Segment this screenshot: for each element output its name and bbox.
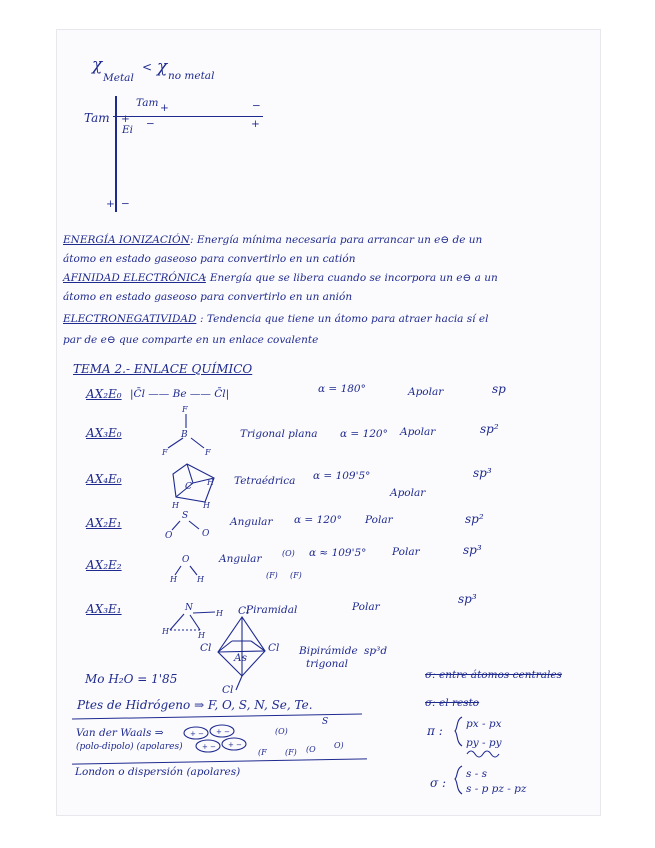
row-4-geometry: Angular xyxy=(230,516,273,528)
bipyramid-ligand-right: Cl xyxy=(268,642,280,654)
row-4-formula: AX₂E₁ xyxy=(86,516,122,530)
af-text-1: : Energía que se libera cuando se incorpora un e⊖ a un xyxy=(203,272,498,284)
row-2-polarity: Apolar xyxy=(400,426,436,438)
row-2-angle: α = 120° xyxy=(340,428,388,440)
ei-text-1: : Energía mínima necesaria para arrancar un e⊖ de un xyxy=(190,234,483,246)
af-text-2: átomo en estado gaseoso para convertirlo en un anión xyxy=(63,291,353,303)
svg-text:F: F xyxy=(205,448,211,457)
tema-title: TEMA 2.- ENLACE QUÍMICO xyxy=(73,362,253,376)
bipyramid-ligand-bottom: Cl xyxy=(222,684,234,696)
tam-top: Tam xyxy=(136,97,159,109)
row-1-hybrid: sp xyxy=(492,382,506,396)
ei-plus-right: + xyxy=(251,118,260,130)
svg-text:+ −: + − xyxy=(216,728,230,736)
svg-text:(O): (O) xyxy=(282,549,295,558)
bf3-sketch xyxy=(161,405,211,457)
svg-text:H: H xyxy=(198,631,205,640)
ei-title: ENERGÍA IONIZACIÓN xyxy=(63,234,190,246)
row-6-hybrid: sp³ xyxy=(458,592,477,606)
svg-text:H: H xyxy=(203,501,210,510)
row-5-polarity: Polar xyxy=(392,546,420,558)
svg-text:(F): (F) xyxy=(290,571,302,580)
sigma-brace xyxy=(455,766,462,794)
tam-left: Tam xyxy=(84,111,110,125)
bipyramid-ligand-left: Cl xyxy=(200,642,212,654)
svg-text:+ −: + − xyxy=(202,743,216,751)
chi-metal-sub: Metal xyxy=(103,72,134,84)
svg-text:O: O xyxy=(202,529,210,539)
h2o-sketch xyxy=(169,555,205,584)
ei-plus: + xyxy=(121,113,130,125)
sigma-2: s - p pz - pz xyxy=(466,783,527,795)
row-6-formula: AX₃E₁ xyxy=(86,602,122,616)
pi-2: py - py xyxy=(466,737,502,749)
row-1-polarity: Apolar xyxy=(408,386,444,398)
row-5-hybrid: sp³ xyxy=(463,543,482,557)
h2o-dipole-sketch xyxy=(266,549,302,580)
row-6-polarity: Polar xyxy=(352,601,380,613)
svg-text:N: N xyxy=(185,603,193,613)
svg-text:B: B xyxy=(181,430,188,440)
hbonds-text: Ptes de Hidrógeno ⇒ F, O, S, N, Se, Te. xyxy=(77,698,313,712)
svg-text:H: H xyxy=(172,501,179,510)
svg-text:S: S xyxy=(182,511,189,521)
london-text: London o dispersión (apolares) xyxy=(75,766,241,778)
svg-text:(O): (O) xyxy=(275,727,288,736)
row-1-molecule: |C̄l —— Be —— C̄l| xyxy=(130,388,230,400)
tam-top-plus: + xyxy=(160,102,169,114)
en-title: ELECTRONEGATIVIDAD xyxy=(63,313,197,325)
scribble xyxy=(467,751,499,757)
dipole-text: Mo H₂O = 1'85 xyxy=(85,672,178,686)
row-1-formula: AX₂E₀ xyxy=(86,387,122,401)
row-6-geometry: Piramidal xyxy=(246,604,298,616)
svg-text:+ −: + − xyxy=(228,741,242,749)
less-than: < xyxy=(142,60,153,74)
row-5-geometry: Angular xyxy=(219,553,262,565)
ch4-sketch xyxy=(171,464,215,510)
bipyramid-label-1: Bipirámide xyxy=(299,645,358,657)
svg-text:H: H xyxy=(162,627,169,636)
chi-nometal: χ xyxy=(157,57,168,77)
svg-text:(F: (F xyxy=(258,748,267,757)
row-3-formula: AX₄E₀ xyxy=(86,472,122,486)
row-4-angle: α = 120° xyxy=(294,514,342,526)
sigma-rest-strike: σ: el resto xyxy=(425,697,480,709)
row-5-formula: AX₂E₂ xyxy=(86,558,122,572)
row-5-angle: α ≈ 109'5° xyxy=(309,547,367,559)
sigma-1: s - s xyxy=(466,768,487,780)
svg-text:(F): (F) xyxy=(266,571,278,580)
chi-metal: χ xyxy=(92,55,103,75)
svg-text:S: S xyxy=(322,717,329,727)
row-3-hybrid: sp³ xyxy=(473,466,492,480)
bipyramid-label-2: trigonal xyxy=(306,658,349,670)
svg-text:O: O xyxy=(165,531,173,541)
bottom-minus: − xyxy=(121,198,130,210)
ei-minus: − xyxy=(146,118,155,130)
row-4-polarity: Polar xyxy=(365,514,393,526)
af-title: AFINIDAD ELECTRÓNICA xyxy=(63,272,206,284)
bipyramid-sketch xyxy=(218,617,265,690)
sigma-strike: σ: entre átomos centrales xyxy=(425,669,562,681)
row-2-formula: AX₃E₀ xyxy=(86,426,122,440)
svg-text:F: F xyxy=(182,405,188,414)
svg-text:O: O xyxy=(182,555,190,565)
svg-text:O): O) xyxy=(334,741,344,750)
nh3-sketch xyxy=(161,603,224,640)
bottom-plus: + xyxy=(106,198,115,210)
svg-text:H: H xyxy=(197,575,204,584)
tam-top-minus: − xyxy=(252,100,261,112)
bipyramid-ligand-top: Cl xyxy=(238,605,250,617)
vdw-sub: (polo-dipolo) (apolares) xyxy=(76,742,183,752)
chi-nometal-sub: no metal xyxy=(168,70,215,82)
vdw-dipoles-sketch xyxy=(184,717,344,757)
pi-1: px - px xyxy=(466,718,502,730)
row-3-geometry: Tetraédrica xyxy=(234,475,296,487)
ei-label: Ei xyxy=(122,124,134,136)
row-3-polarity: Apolar xyxy=(390,487,426,499)
sigma-label: σ : xyxy=(430,776,447,790)
svg-text:H: H xyxy=(170,575,177,584)
row-1-angle: α = 180° xyxy=(318,383,366,395)
svg-text:(F): (F) xyxy=(285,748,297,757)
vdw-text: Van der Waals ⇒ xyxy=(76,727,164,739)
svg-text:F: F xyxy=(162,448,168,457)
so2-sketch xyxy=(165,511,210,541)
svg-text:(O: (O xyxy=(306,745,316,754)
svg-text:H: H xyxy=(207,478,214,487)
svg-text:H: H xyxy=(216,609,223,618)
ei-text-2: átomo en estado gaseoso para convertirlo en un catión xyxy=(63,253,356,265)
bipyramid-center: As xyxy=(234,652,247,664)
en-text-2: par de e⊖ que comparte en un enlace covalente xyxy=(63,334,319,346)
row-2-hybrid: sp² xyxy=(480,422,499,436)
svg-text:C: C xyxy=(185,482,192,492)
bipyramid-hybrid: sp³d xyxy=(364,645,388,657)
row-4-hybrid: sp² xyxy=(465,512,484,526)
row-2-geometry: Trigonal plana xyxy=(240,428,318,440)
pi-label: π : xyxy=(427,724,443,738)
row-3-angle: α = 109'5° xyxy=(313,470,371,482)
en-text-1: : Tendencia que tiene un átomo para atraer hacia sí el xyxy=(200,313,489,325)
pi-brace xyxy=(455,717,462,746)
svg-text:+ −: + − xyxy=(190,730,204,738)
